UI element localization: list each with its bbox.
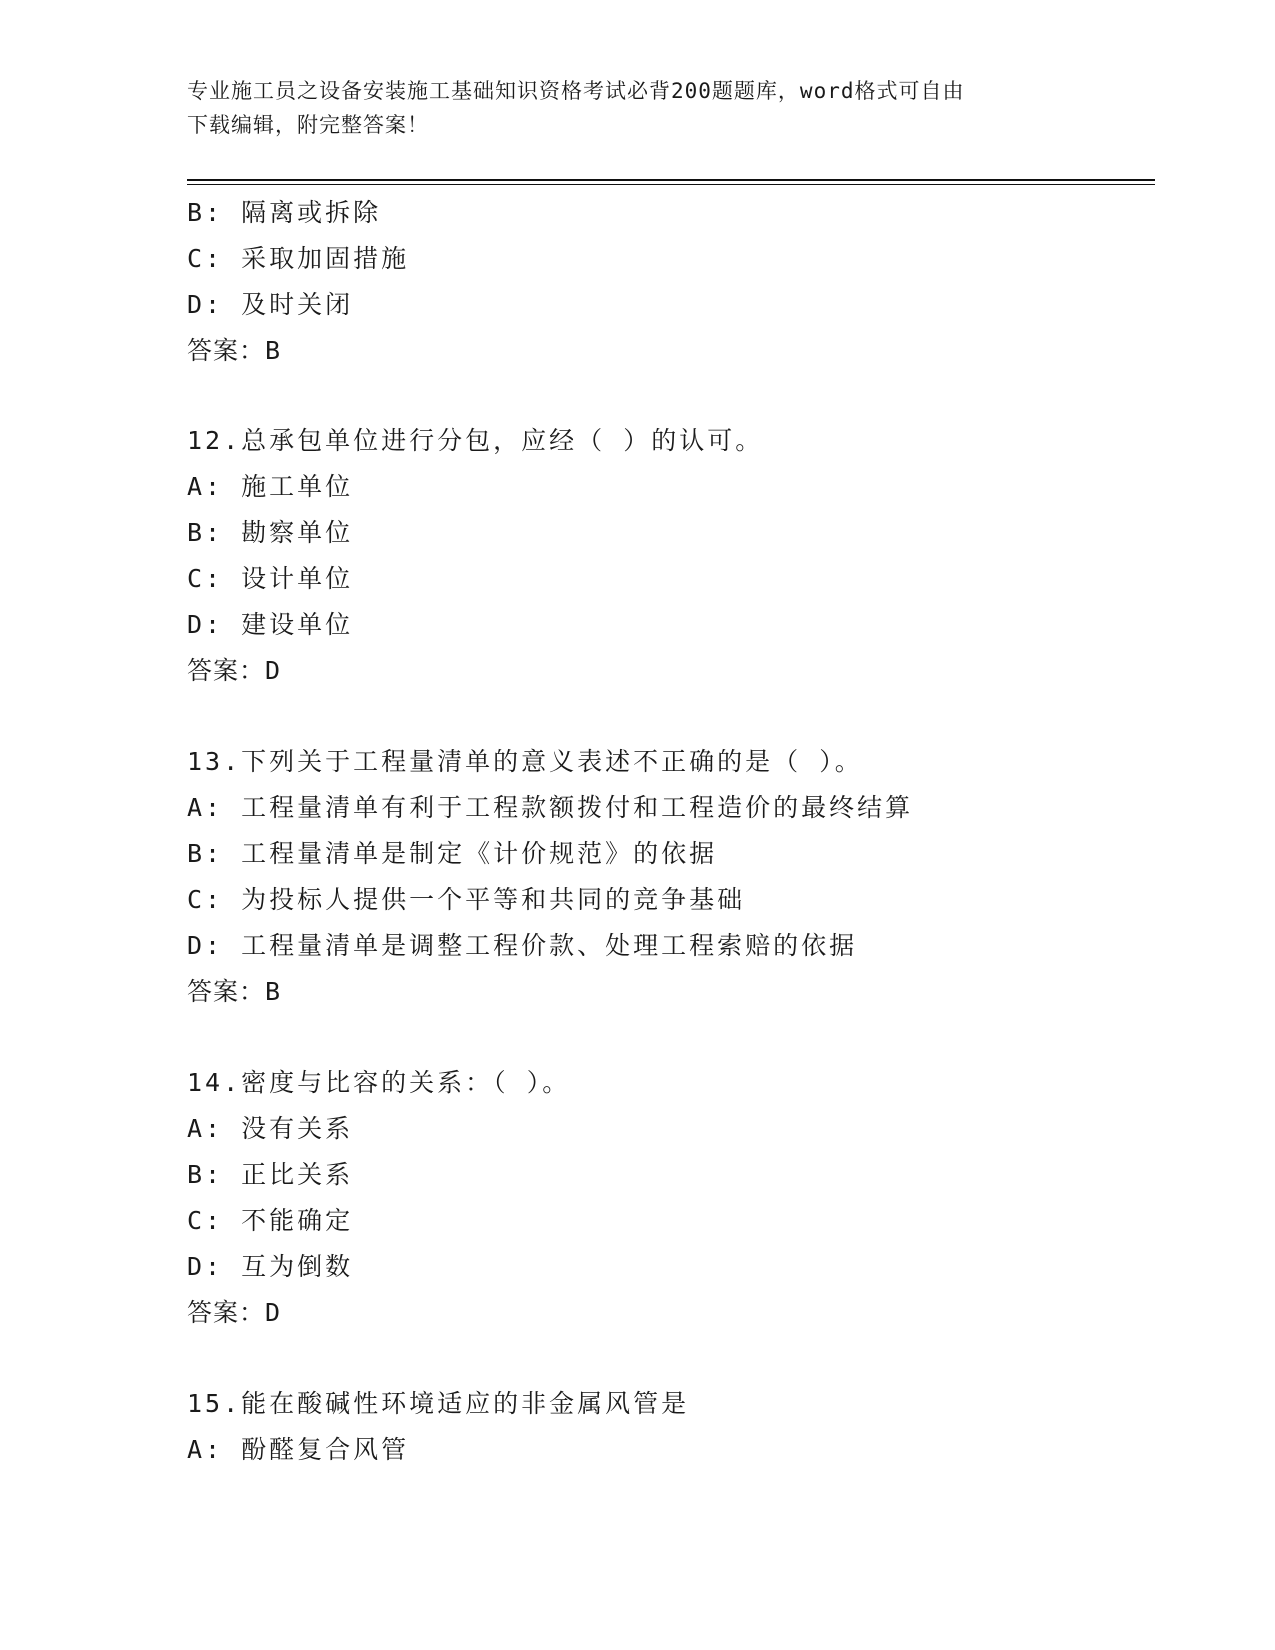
q11-option-b: B: 隔离或拆除 bbox=[187, 198, 382, 227]
q11-option-c: C: 采取加固措施 bbox=[187, 244, 410, 273]
header-divider-thick bbox=[187, 179, 1155, 181]
header-divider-thin bbox=[187, 184, 1155, 185]
q12-option-a: A: 施工单位 bbox=[187, 472, 354, 501]
question-content bbox=[187, 190, 1155, 1473]
q11-answer: 答案：B bbox=[187, 336, 282, 365]
q12-option-d: D: 建设单位 bbox=[187, 610, 354, 639]
q13-option-c: C: 为投标人提供一个平等和共同的竞争基础 bbox=[187, 885, 746, 914]
question-12-block bbox=[187, 418, 1155, 694]
header-line-1: 专业施工员之设备安装施工基础知识资格考试必背200题题库，word格式可自由 bbox=[187, 79, 965, 103]
q13-answer: 答案：B bbox=[187, 977, 282, 1006]
q14-option-c: C: 不能确定 bbox=[187, 1206, 354, 1235]
document-header bbox=[187, 74, 1087, 142]
q14-question: 14.密度与比容的关系：（ ）。 bbox=[187, 1068, 571, 1097]
q14-option-b: B: 正比关系 bbox=[187, 1160, 354, 1189]
q13-option-b: B: 工程量清单是制定《计价规范》的依据 bbox=[187, 839, 718, 868]
q14-option-a: A: 没有关系 bbox=[187, 1114, 354, 1143]
q12-option-c: C: 设计单位 bbox=[187, 564, 354, 593]
question-15-block bbox=[187, 1381, 1155, 1473]
question-13-block bbox=[187, 739, 1155, 1015]
q14-answer: 答案：D bbox=[187, 1298, 282, 1327]
q13-option-a: A: 工程量清单有利于工程款额拨付和工程造价的最终结算 bbox=[187, 793, 914, 822]
question-11-block bbox=[187, 190, 1155, 374]
q12-question: 12.总承包单位进行分包，应经（ ）的认可。 bbox=[187, 426, 764, 455]
q15-option-a: A: 酚醛复合风管 bbox=[187, 1435, 410, 1464]
q11-option-d: D: 及时关闭 bbox=[187, 290, 354, 319]
q12-option-b: B: 勘察单位 bbox=[187, 518, 354, 547]
q14-option-d: D: 互为倒数 bbox=[187, 1252, 354, 1281]
q15-question: 15.能在酸碱性环境适应的非金属风管是 bbox=[187, 1389, 690, 1418]
q12-answer: 答案：D bbox=[187, 656, 282, 685]
q13-question: 13.下列关于工程量清单的意义表述不正确的是（ ）。 bbox=[187, 747, 863, 776]
question-14-block bbox=[187, 1060, 1155, 1336]
header-line-2: 下载编辑，附完整答案！ bbox=[187, 113, 429, 137]
q13-option-d: D: 工程量清单是调整工程价款、处理工程索赔的依据 bbox=[187, 931, 858, 960]
